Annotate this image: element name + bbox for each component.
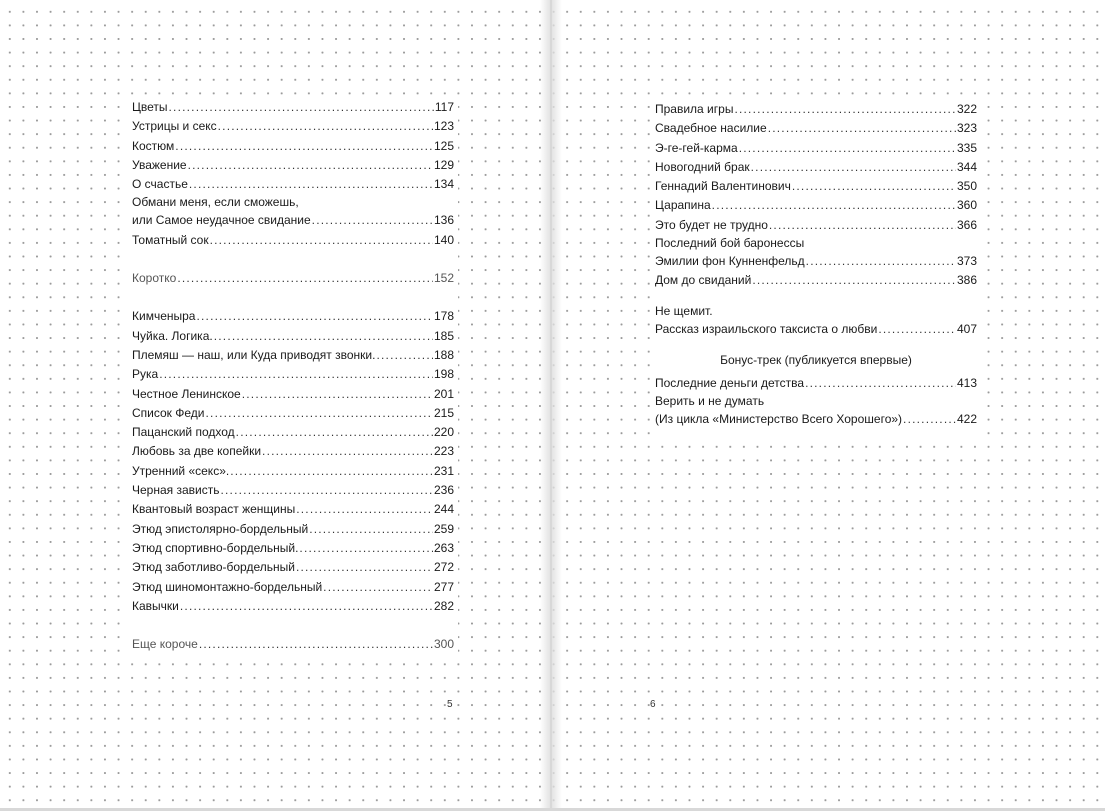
toc-title-line2: или Самое неудачное свидание xyxy=(132,213,311,228)
toc-page: 117 xyxy=(434,100,454,114)
toc-section-entry[interactable] xyxy=(132,635,454,654)
toc-page: 223 xyxy=(433,444,454,459)
dot-leader xyxy=(236,423,433,442)
toc-title-line2: Рассказ израильского таксиста о любви xyxy=(655,321,878,336)
dot-leader xyxy=(242,385,433,404)
toc-page: 422 xyxy=(956,412,977,427)
toc-section-title: Коротко xyxy=(132,271,177,286)
dot-leader xyxy=(188,156,433,175)
page-number: 5 xyxy=(447,699,453,710)
dot-leader xyxy=(189,175,433,194)
toc-section-title: Еще короче xyxy=(132,637,198,652)
toc-title: Честное Ленинское xyxy=(132,386,241,401)
toc-entry[interactable] xyxy=(132,137,454,156)
toc-entry[interactable] xyxy=(132,442,454,461)
toc-entry[interactable] xyxy=(132,175,454,194)
dot-leader xyxy=(159,365,433,384)
bonus-heading: Бонус-трек (публикуется впервые) xyxy=(720,352,912,367)
dot-leader xyxy=(752,271,956,290)
toc-title: Устрицы и секс xyxy=(132,119,217,134)
toc-title: Последние деньги детства xyxy=(655,375,805,390)
left-toc xyxy=(128,98,458,658)
toc-title: Кавычки xyxy=(132,598,179,613)
dot-leader xyxy=(299,539,433,558)
toc-title: Племяш — наш, или Куда приводят звонки. xyxy=(132,347,376,362)
toc-entry[interactable] xyxy=(655,177,977,196)
toc-page: 215 xyxy=(433,405,454,420)
toc-entry-multiline[interactable] xyxy=(132,194,454,230)
toc-title: Черная зависть xyxy=(132,483,220,498)
toc-title-line1: Не щемит. xyxy=(655,303,713,318)
dot-leader xyxy=(220,481,432,500)
toc-entry[interactable] xyxy=(132,385,454,404)
toc-page: 198 xyxy=(433,367,454,382)
toc-title: Томатный сок xyxy=(132,232,209,247)
toc-title: Любовь за две копейки xyxy=(132,444,262,459)
toc-title: Новогодний брак xyxy=(655,159,750,174)
toc-title: Дом до свиданий xyxy=(655,273,752,288)
toc-page: 134 xyxy=(433,177,454,192)
dot-leader xyxy=(309,520,433,539)
toc-title: Э-ге-гей-карма xyxy=(655,140,738,155)
toc-entry[interactable] xyxy=(132,98,454,117)
toc-title: Этюд шиномонтажно-бордельный xyxy=(132,579,323,594)
toc-title: Список Феди xyxy=(132,405,205,420)
dot-leader xyxy=(199,635,433,654)
dot-leader xyxy=(805,374,956,393)
toc-page: 140 xyxy=(433,232,454,247)
toc-title: Это будет не трудно xyxy=(655,217,768,232)
toc-title: Этюд спортивно-бордельный. xyxy=(132,540,299,555)
toc-entry[interactable] xyxy=(655,139,977,158)
toc-entry[interactable] xyxy=(132,558,454,577)
dot-leader xyxy=(739,139,956,158)
toc-title: Кимченыра xyxy=(132,309,196,324)
dot-leader xyxy=(214,327,433,346)
toc-entry[interactable] xyxy=(132,117,454,136)
dot-leader xyxy=(230,462,433,481)
dot-leader xyxy=(177,269,433,288)
toc-entry[interactable] xyxy=(132,462,454,481)
toc-title: Этюд эпистолярно-бордельный xyxy=(132,521,309,536)
toc-page: 277 xyxy=(433,579,454,594)
dot-leader xyxy=(806,252,956,271)
toc-page: 244 xyxy=(433,502,454,517)
toc-page: 231 xyxy=(433,463,454,478)
toc-title: Правила игры xyxy=(655,102,734,116)
toc-title: Свадебное насилие xyxy=(655,121,767,136)
toc-title: О счастье xyxy=(132,177,188,192)
toc-entry[interactable] xyxy=(132,327,454,346)
toc-entry[interactable] xyxy=(655,374,977,393)
dot-leader xyxy=(180,597,433,616)
toc-title: Уважение xyxy=(132,157,187,172)
toc-entry[interactable] xyxy=(655,271,977,290)
toc-title: Утренний «секс». xyxy=(132,463,230,478)
toc-page: 178 xyxy=(433,309,454,324)
dot-leader xyxy=(376,346,433,365)
toc-page: 125 xyxy=(433,138,454,153)
dot-leader xyxy=(175,137,433,156)
toc-entry[interactable] xyxy=(132,231,454,250)
toc-entry[interactable] xyxy=(132,578,454,597)
toc-page: 201 xyxy=(433,386,454,401)
dot-leader xyxy=(169,98,434,117)
toc-title-line1: Последний бой баронессы xyxy=(655,236,805,251)
dot-leader xyxy=(712,196,956,215)
dot-leader xyxy=(296,500,433,519)
toc-title-line2: Эмилии фон Кунненфельд xyxy=(655,254,805,269)
dot-leader xyxy=(323,578,433,597)
toc-title: Этюд заботливо-бордельный xyxy=(132,560,295,575)
toc-page: 188 xyxy=(433,347,454,362)
toc-title-line1: Верить и не думать xyxy=(655,394,765,409)
dot-leader xyxy=(296,558,433,577)
toc-entry[interactable] xyxy=(132,307,454,326)
toc-entry[interactable] xyxy=(132,156,454,175)
toc-page: 123 xyxy=(433,119,454,134)
toc-entry[interactable] xyxy=(655,196,977,215)
dot-leader xyxy=(196,307,433,326)
toc-page: 236 xyxy=(433,483,454,498)
right-toc xyxy=(651,100,981,440)
toc-page: 360 xyxy=(956,198,977,213)
toc-page: 300 xyxy=(433,637,454,652)
toc-title: Пацанский подход xyxy=(132,425,235,440)
toc-entry-multiline[interactable] xyxy=(655,393,977,429)
toc-page: 344 xyxy=(956,159,977,174)
toc-title: Костюм xyxy=(132,138,175,153)
toc-page: 129 xyxy=(433,157,454,172)
toc-entry[interactable] xyxy=(132,423,454,442)
toc-page: 413 xyxy=(956,375,977,390)
toc-page: 322 xyxy=(956,102,977,116)
toc-entry[interactable] xyxy=(132,597,454,616)
toc-entry[interactable] xyxy=(132,404,454,423)
toc-title: Рука xyxy=(132,367,159,382)
toc-entry[interactable] xyxy=(655,216,977,235)
toc-entry[interactable] xyxy=(655,119,977,138)
toc-entry-multiline[interactable] xyxy=(655,303,977,339)
toc-title-line1: Обмани меня, если сможешь, xyxy=(132,195,299,210)
toc-title: Квантовый возраст женщины xyxy=(132,502,296,517)
dot-leader xyxy=(769,216,956,235)
toc-entry[interactable] xyxy=(132,365,454,384)
toc-page: 386 xyxy=(956,273,977,288)
dot-leader xyxy=(218,117,433,136)
page-number: 6 xyxy=(650,699,656,710)
dot-leader xyxy=(210,231,433,250)
toc-entry-multiline[interactable] xyxy=(655,235,977,271)
toc-page: 323 xyxy=(956,121,977,136)
toc-entry[interactable] xyxy=(132,500,454,519)
toc-title: Царапина xyxy=(655,198,711,213)
toc-title: Чуйка. Логика. xyxy=(132,328,213,343)
dot-leader xyxy=(903,410,956,429)
toc-title: Геннадий Валентинович xyxy=(655,179,791,194)
toc-section-entry[interactable] xyxy=(132,269,454,288)
toc-page: 220 xyxy=(433,425,454,440)
dot-leader xyxy=(206,404,433,423)
toc-page: 350 xyxy=(956,179,977,194)
toc-page: 282 xyxy=(433,598,454,613)
toc-title: Цветы xyxy=(132,100,168,114)
dot-leader xyxy=(768,119,956,138)
toc-entry[interactable] xyxy=(132,481,454,500)
toc-entry[interactable] xyxy=(132,346,454,365)
toc-page: 185 xyxy=(433,328,454,343)
dot-leader xyxy=(792,177,956,196)
toc-page: 136 xyxy=(433,213,454,228)
toc-page: 259 xyxy=(433,521,454,536)
toc-entry[interactable] xyxy=(655,158,977,177)
dot-leader xyxy=(751,158,956,177)
toc-page: 335 xyxy=(956,140,977,155)
toc-entry[interactable] xyxy=(655,100,977,119)
toc-entry[interactable] xyxy=(132,539,454,558)
toc-page: 272 xyxy=(433,560,454,575)
toc-page: 152 xyxy=(433,271,454,286)
toc-title-line2: (Из цикла «Министерство Всего Хорошего») xyxy=(655,412,903,427)
dot-leader xyxy=(878,320,956,339)
toc-page: 263 xyxy=(433,540,454,555)
toc-page: 407 xyxy=(956,321,977,336)
dot-leader xyxy=(734,100,956,119)
dot-leader xyxy=(312,211,433,230)
toc-page: 366 xyxy=(956,217,977,232)
dot-leader xyxy=(262,442,433,461)
toc-page: 373 xyxy=(956,254,977,269)
toc-entry[interactable] xyxy=(132,520,454,539)
